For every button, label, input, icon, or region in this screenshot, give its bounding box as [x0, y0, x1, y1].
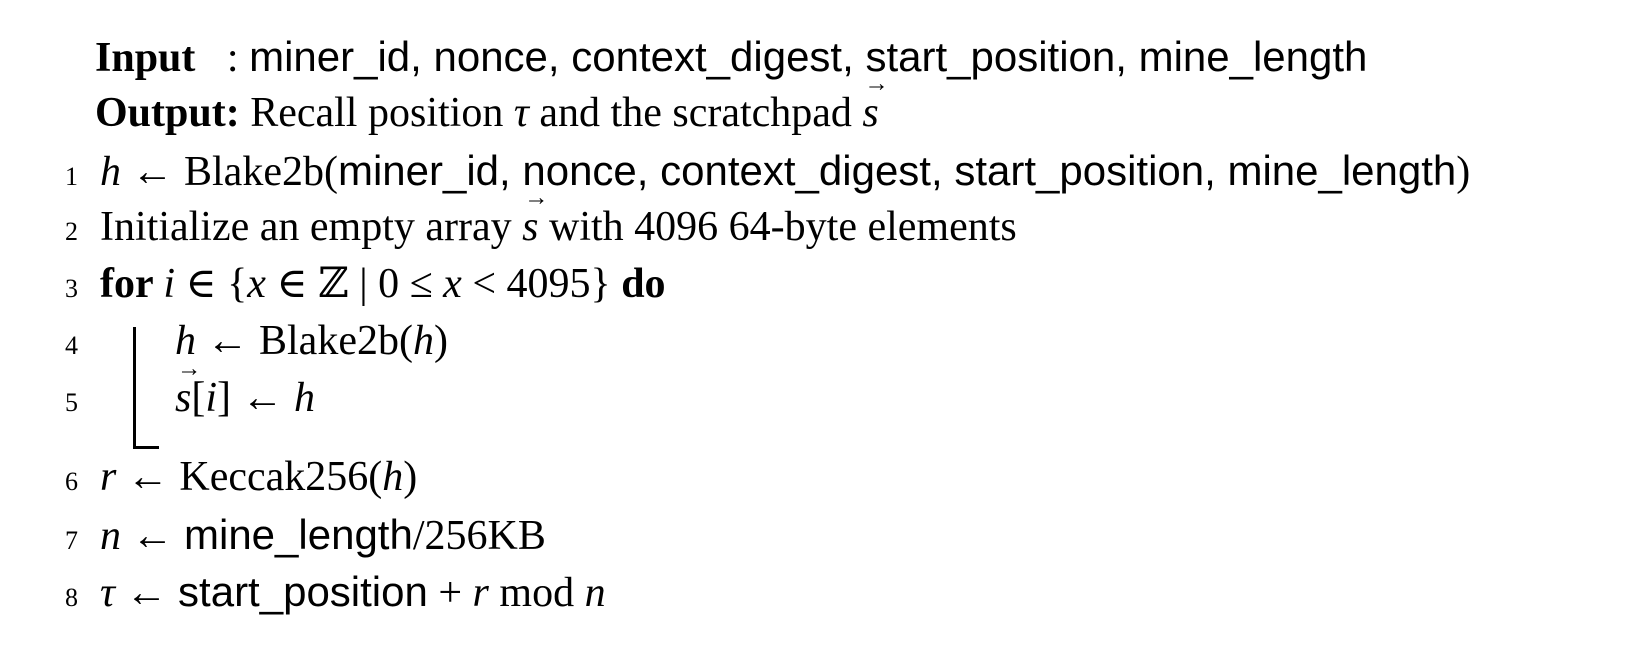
text-segment: i: [163, 261, 176, 307]
algorithm-lines-top: [0, 28, 1646, 313]
text-segment: → s: [175, 370, 191, 427]
text-segment: ] ←: [217, 375, 295, 421]
text-segment: miner_id, nonce, context_digest, start_position, mine_length: [249, 33, 1368, 80]
text-segment: → s: [522, 199, 538, 256]
text-segment: x: [443, 261, 462, 307]
text-segment: → s: [862, 85, 878, 142]
text-segment: h: [294, 375, 316, 421]
text-segment: mine_length: [184, 511, 413, 558]
text-segment: miner_id, nonce, context_digest, start_position, mine_length: [337, 147, 1457, 194]
line-number: 2: [65, 217, 78, 246]
line-number: 4: [65, 331, 78, 360]
text-segment: τ: [513, 90, 529, 136]
text-segment: ← Keccak256(: [116, 454, 383, 500]
text-segment: h: [100, 149, 121, 195]
algo-line-2: [0, 199, 1646, 256]
text-segment: for: [100, 261, 164, 307]
algo-line-8: [0, 563, 1646, 620]
algo-header-line: [0, 28, 1646, 85]
text-segment: r: [472, 570, 489, 616]
text-segment: r: [100, 454, 117, 500]
text-segment: h: [382, 454, 404, 500]
text-segment: ← Blake2b(: [196, 318, 413, 364]
text-segment: mod: [488, 570, 585, 616]
line-content: [100, 563, 606, 622]
line-content: [95, 85, 879, 142]
text-segment: and the scratchpad: [528, 90, 863, 136]
line-number: 6: [65, 467, 78, 496]
line-content: [100, 199, 1017, 256]
text-segment: ∈ {: [175, 261, 248, 307]
text-segment: ←: [115, 570, 179, 616]
text-segment: Output:: [95, 90, 251, 136]
algo-line-3: [0, 256, 1646, 313]
text-segment: /256KB: [412, 513, 546, 559]
line-content: [100, 313, 448, 370]
text-segment: do: [621, 261, 666, 307]
line-number: 1: [65, 162, 78, 191]
line-content: [100, 142, 1470, 201]
text-segment: n: [100, 513, 121, 559]
line-content: [100, 256, 666, 313]
algo-line-6: [0, 449, 1646, 506]
line-number: 8: [65, 583, 78, 612]
text-segment: < 4095}: [461, 261, 622, 307]
text-segment: ): [433, 318, 448, 364]
text-segment: start_position: [178, 568, 428, 615]
line-content: [100, 506, 546, 565]
line-number: 5: [65, 388, 78, 417]
line-content: [100, 370, 315, 427]
algo-line-7: [0, 506, 1646, 563]
text-segment: with 4096 64-byte elements: [538, 204, 1017, 250]
for-loop-body: [0, 313, 1646, 449]
text-segment: ): [403, 454, 418, 500]
algo-line-4: [0, 313, 1646, 370]
algorithm-lines-bottom: [0, 449, 1646, 620]
text-segment: [: [191, 375, 206, 421]
text-segment: i: [205, 375, 218, 421]
text-segment: ∈ ℤ | 0 ≤: [265, 261, 444, 307]
line-content: [100, 449, 417, 506]
line-content: [95, 28, 1367, 87]
text-segment: +: [427, 570, 473, 616]
text-segment: ): [1456, 149, 1471, 195]
text-segment: x: [247, 261, 266, 307]
text-segment: Input: [95, 35, 196, 81]
text-segment: Initialize an empty array: [100, 204, 523, 250]
line-number: 7: [65, 526, 78, 555]
algo-line-5: [0, 370, 1646, 427]
algo-line-1: [0, 142, 1646, 199]
text-segment: n: [584, 570, 606, 616]
text-segment: h: [175, 318, 196, 364]
text-segment: ← Blake2b(: [121, 149, 338, 195]
line-number: 3: [65, 274, 78, 303]
text-segment: :: [195, 35, 250, 81]
text-segment: ←: [121, 513, 184, 559]
algo-header-line: [0, 85, 1646, 142]
text-segment: Recall position: [250, 90, 514, 136]
text-segment: h: [412, 318, 434, 364]
text-segment: τ: [100, 570, 116, 616]
